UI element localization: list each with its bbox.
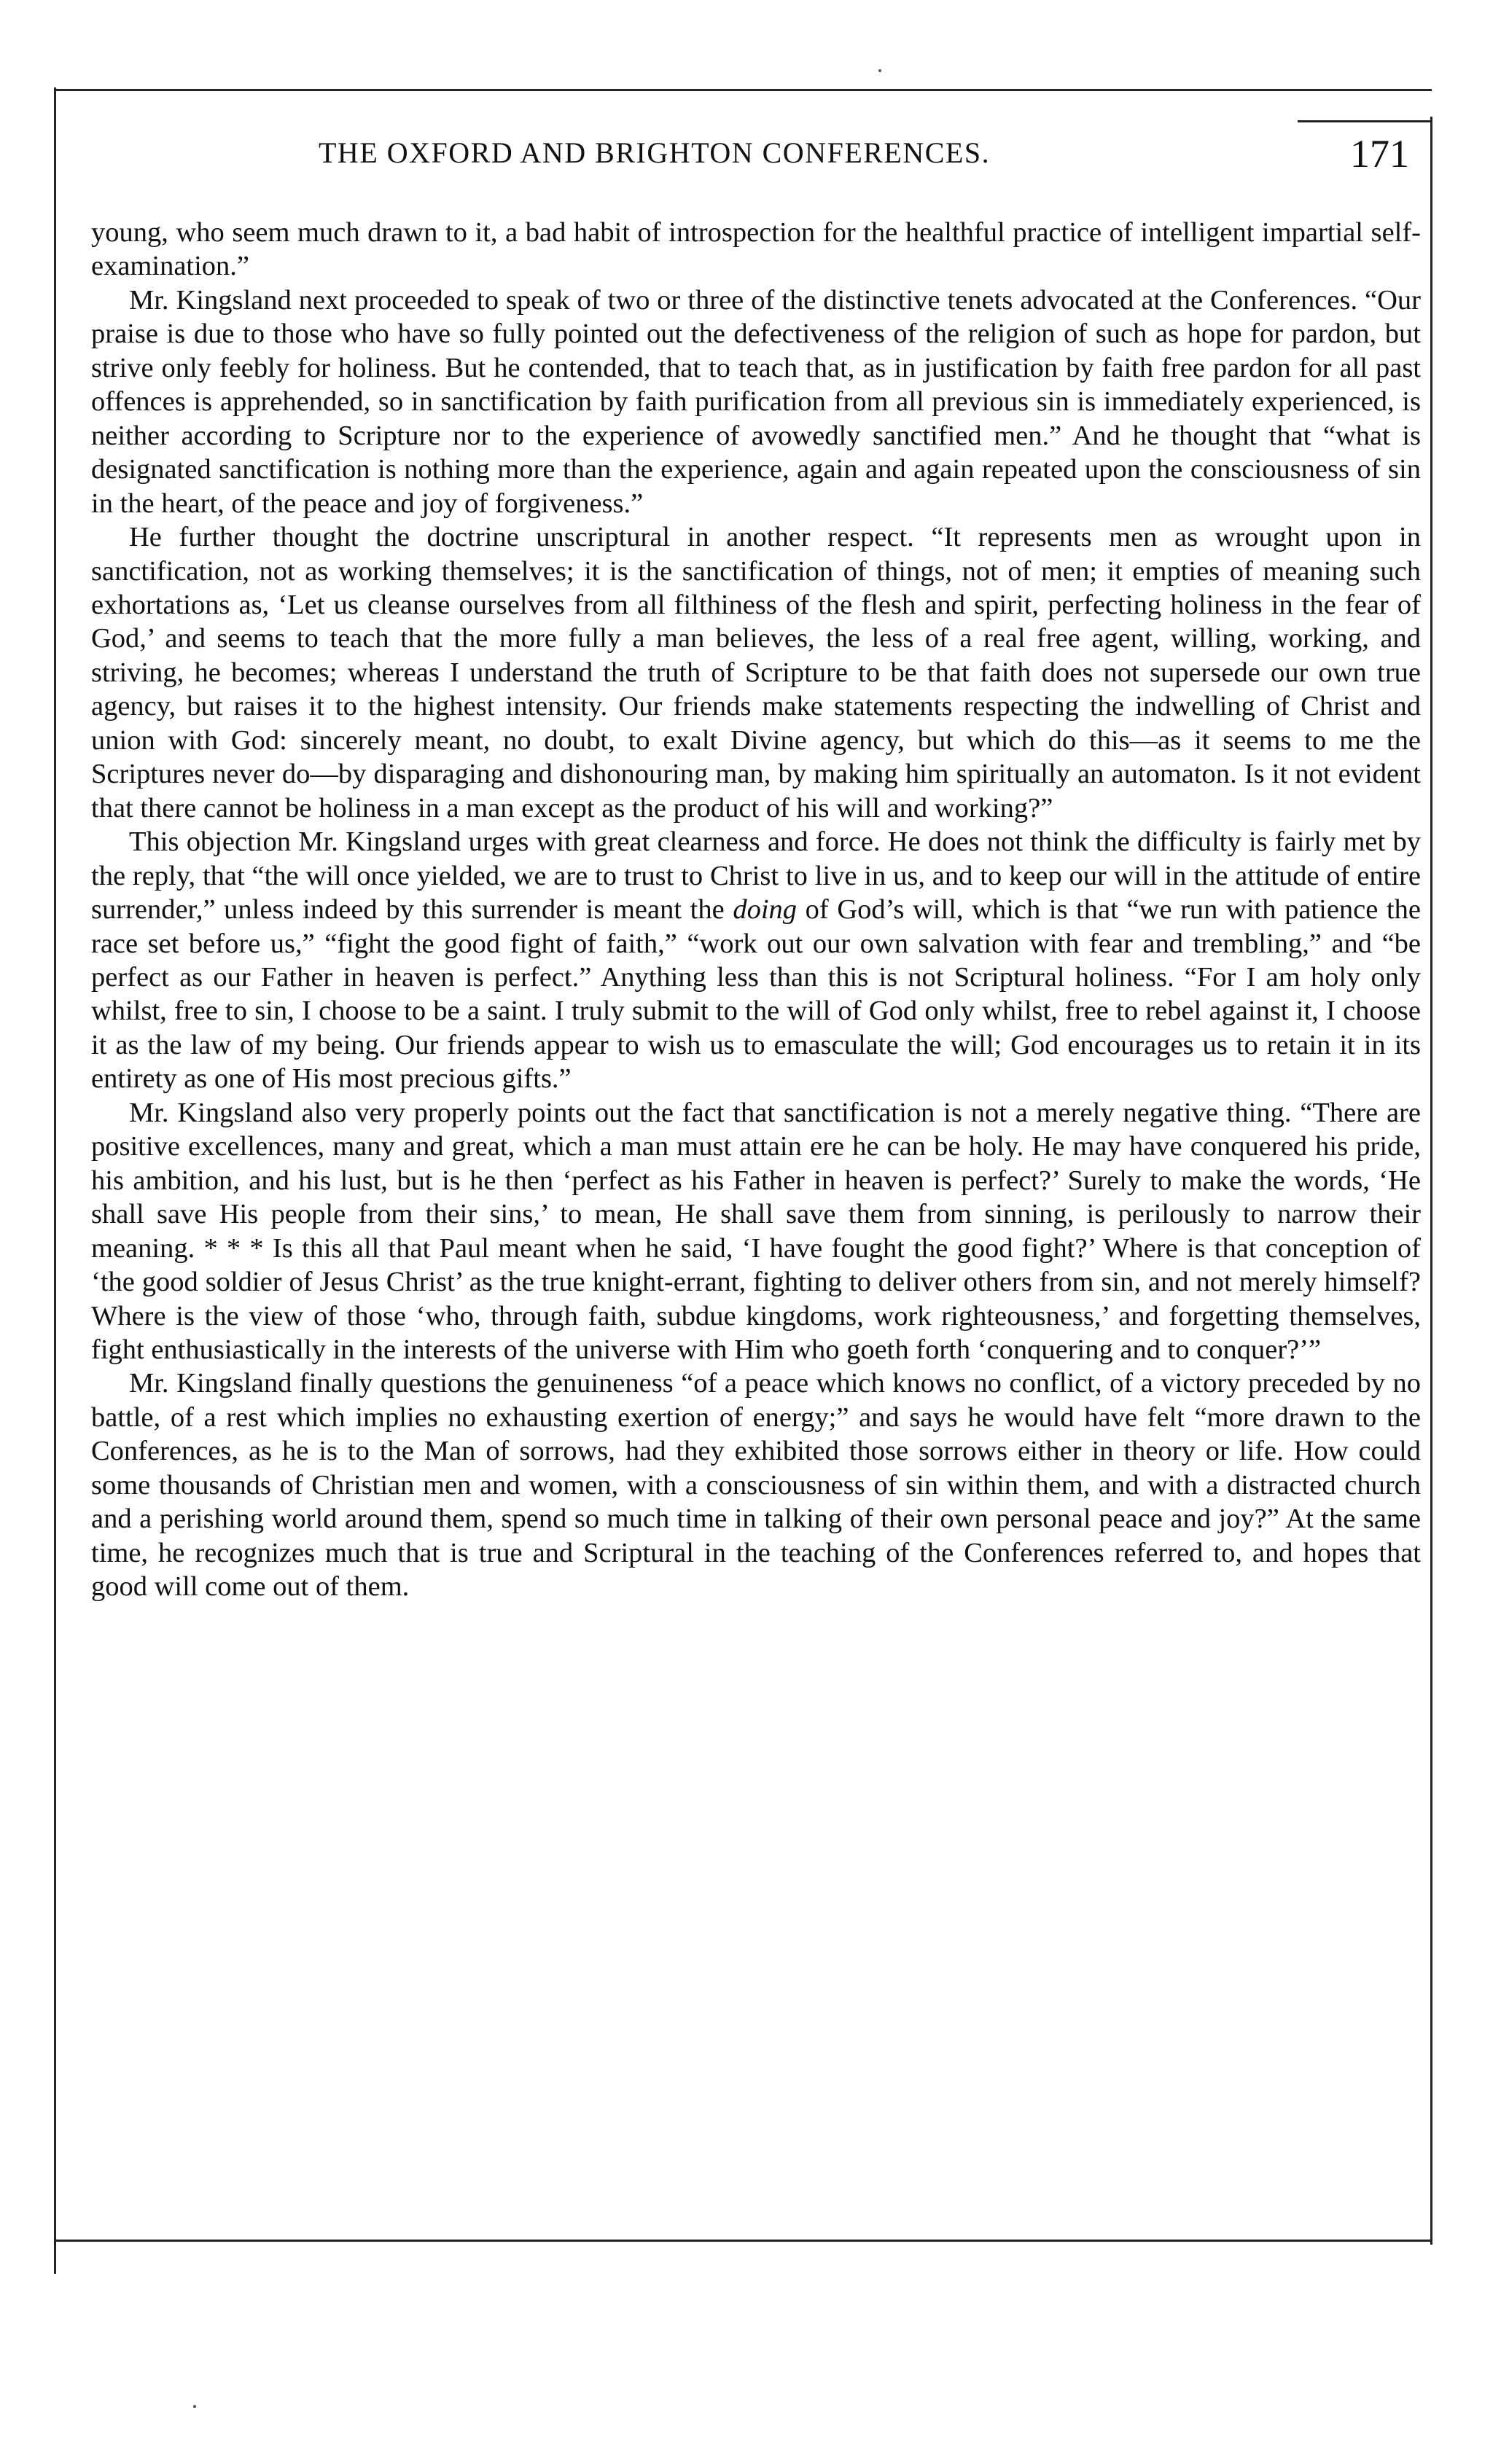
running-title: THE OXFORD AND BRIGHTON CONFERENCES. (319, 136, 991, 169)
paragraph-text: of God’s will, which is that “we run with patience the race set before us,” “fight the good fight of faith,” “work out our own salvation with fear and trembling,” and “be perfect as our Father in heaven is perfect.” Anything less than this is not Scriptural holiness. “For I am holy only whilst, free to sin, I choose to be a saint. I truly submit to the will of God only whilst, free to rebel against it, I choose it as the law of my being. Our friends appear to wish us to emasculate the will; God encourages us to retain it in its entirety as one of His most precious gifts.” (91, 894, 1421, 1095)
print-speck (878, 69, 881, 72)
page-frame-right-rule (1430, 117, 1432, 2245)
page-number: 171 (1350, 132, 1409, 176)
paragraph-sanctification-positive: Mr. Kingsland also very properly points out the fact that sanctification is not a merely negative thing. “There are positive excellences, many and great, which a man must attain ere he can be holy. He may have conquered his pride, his ambition, and his lust, but is he then ‘perfect as his Father in heaven is perfect?’ Surely to make the words, ‘He shall save His people from their sins,’ to mean, He shall save them from sinning, is perilously to narrow their meaning. * * * Is this all that Paul meant when he said, ‘I have fought the good fight?’ Where is that conception of ‘the good soldier of Jesus Christ’ as the true knight-errant, fighting to deliver others from sin, and not merely himself? Where is the view of those ‘who, through faith, subdue kingdoms, work righteousness,’ and forgetting themselves, fight enthusiastically in the interests of the universe with Him who goeth forth ‘conquering and to conquer?’” (91, 1097, 1421, 1365)
paragraph-text: This objection Mr. Kingsland urges with great clearness and force. He does not think the difficulty is fairly met by the reply, that “the will once yielded, we are to trust to Christ to live in us, and to keep our will in the attitude of entire surrender,” unless indeed by this surrender is meant the (91, 826, 1421, 926)
print-speck (193, 2405, 196, 2408)
paragraph-continuation: young, who seem much drawn to it, a bad habit of introspection for the healthful practice of intelligent impartial self-examination.” (91, 217, 1421, 282)
article-body (91, 216, 1421, 1604)
paragraph-objection (91, 825, 1421, 1096)
emphasis-text: doing (733, 894, 798, 926)
paragraph-closing: Mr. Kingsland finally questions the genuineness “of a peace which knows no conflict, of a victory preceded by no battle, of a rest which implies no exhausting exertion of energy;” and says he would have felt “more drawn to the Conferences, as he is to the Man of sorrows, had they exhibited those sorrows either in theory or life. How could some thousands of Christian men and women, with a consciousness of sin within them, and with a distracted church and a perishing world around them, spend so much time in talking of their own personal peace and joy?” At the same time, he recognizes much that is true and Scriptural in the teaching of the Conferences referred to, and hopes that good will come out of them. (91, 1368, 1421, 1603)
page-frame-left-rule (54, 87, 56, 2274)
paragraph-doctrine-unscriptural: He further thought the doctrine unscriptural in another respect. “It represents men as wrought upon in sanctification, not as working themselves; it is the sanctification of things, not of men; it empties of meaning such exhortations as, ‘Let us cleanse ourselves from all filthiness of the flesh and spirit, perfecting holiness in the fear of God,’ and seems to teach that the more fully a man believes, the less of a real free agent, willing, working, and striving, he becomes; whereas I understand the truth of Scripture to be that faith does not supersede our own true agency, but raises it to the highest intensity. Our friends make statements respecting the indwelling of Christ and union with God: sincerely meant, no doubt, to exalt Divine agency, but which do this—as it seems to me the Scriptures never do—by disparaging and dishonouring man, by making him spiritually an automaton. Is it not evident that there cannot be holiness in a man except as the product of his will and working?” (91, 522, 1421, 824)
page-frame-top-rule (54, 89, 1432, 91)
page-header (91, 131, 1425, 182)
paragraph-distinctive-tenets: Mr. Kingsland next proceeded to speak of two or three of the distinctive tenets advocated at the Conferences. “Our praise is due to those who have so fully pointed out the defectiveness of the religion of such as hope for pardon, but strive only feebly for holiness. But he contended, that to teach that, as in justification by faith free pardon for all past offences is apprehended, so in sanctification by faith purification from all previous sin is immediately experienced, is neither according to Scripture nor to the experience of avowedly sanctified men.” And he thought that “what is designated sanctification is nothing more than the experience, again and again repeated upon the consciousness of sin in the heart, of the peace and joy of forgiveness.” (91, 284, 1421, 519)
page-frame-top-rule-short (1298, 120, 1432, 122)
page-frame-bottom-rule (54, 2240, 1432, 2242)
